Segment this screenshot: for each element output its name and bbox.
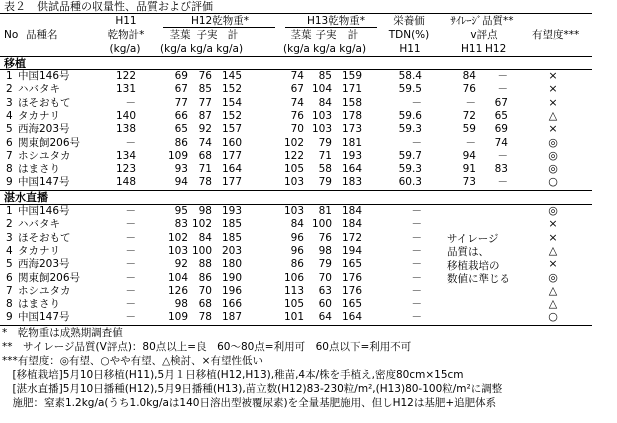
cell-h12b: 100 xyxy=(192,244,213,257)
cell-h12a: 98 xyxy=(174,298,188,311)
cell-no: 5 xyxy=(6,258,13,271)
header-h11-unit: (kg/a) xyxy=(109,43,141,55)
cell-h13b: 79 xyxy=(318,258,332,271)
cell-h12b: 76 xyxy=(198,70,212,82)
cell-h12c: 160 xyxy=(221,136,242,149)
cell-tdn: － xyxy=(411,298,422,311)
header-nutrition: 栄養価 xyxy=(393,15,425,27)
cell-h13b: 84 xyxy=(318,96,332,109)
header-h11-sub: 乾物計* xyxy=(107,29,145,41)
cell-h12b: 70 xyxy=(198,284,212,297)
cell-name: ハバタキ xyxy=(18,218,60,231)
cell-h13b: 64 xyxy=(318,311,332,324)
cell-h12c: 185 xyxy=(221,231,242,244)
cell-name: 中国146号 xyxy=(18,70,70,82)
cell-h13c: 172 xyxy=(341,231,362,244)
cell-name: ホシユタカ xyxy=(18,149,71,162)
cell-name: 西海203号 xyxy=(18,123,70,136)
cell-h13c: 181 xyxy=(341,136,362,149)
header-h11: H11 xyxy=(115,15,137,27)
cell-pref: × xyxy=(548,257,558,271)
cell-tdn: － xyxy=(411,205,422,217)
header-bottom-rule xyxy=(0,56,592,57)
header-silage-h12: H12 xyxy=(485,43,507,55)
cell-h12b: 68 xyxy=(198,149,212,162)
cell-h13a: 103 xyxy=(283,176,304,189)
cell-s12: － xyxy=(497,83,508,96)
cell-tdn: 59.3 xyxy=(398,163,422,176)
cell-name: はまさり xyxy=(18,163,60,176)
cell-h12c: 152 xyxy=(221,109,242,122)
cell-h13a: 74 xyxy=(290,96,304,109)
cell-name: 関東飼206号 xyxy=(18,271,81,284)
cell-h13b: 58 xyxy=(318,163,332,176)
unit-h13-total: kg/a xyxy=(339,43,362,55)
cell-s11: － xyxy=(465,96,476,109)
cell-s11: 76 xyxy=(462,83,476,96)
cell-h13a: 70 xyxy=(290,123,304,136)
cell-tdn: 59.3 xyxy=(398,123,422,136)
cell-h12a: 102 xyxy=(167,231,188,244)
cell-h11: － xyxy=(125,231,136,244)
cell-h13b: 71 xyxy=(318,149,332,162)
footnote-4: [移植栽培]5月10日移植(H11),5月１日移植(H12,H13),稚苗,4本/株を手植え,密度80cm×15cm xyxy=(2,369,464,381)
header-silage-h11: H11 xyxy=(461,43,483,55)
cell-h13c: 194 xyxy=(341,244,362,257)
cell-s11: 72 xyxy=(462,109,476,122)
cell-s11: － xyxy=(465,136,476,149)
cell-h13c: 178 xyxy=(341,109,362,122)
header-tdn: TDN(%) xyxy=(388,29,430,41)
section-direct-top-rule xyxy=(0,190,592,191)
cell-tdn: － xyxy=(411,284,422,297)
header-unit-row-h12: (kg/a kg/a kg/a) xyxy=(160,43,244,55)
cell-pref: △ xyxy=(548,297,558,311)
cell-h11: 123 xyxy=(115,163,136,176)
cell-name: はまさり xyxy=(18,298,60,311)
cell-h12a: 95 xyxy=(174,205,188,217)
header-h12-stem: 茎葉 xyxy=(169,29,191,41)
cell-s12: － xyxy=(497,176,508,189)
unit-h13-stem: kg/a xyxy=(287,43,310,55)
cell-no: 9 xyxy=(6,311,13,324)
cell-h11: 131 xyxy=(115,83,136,96)
cell-h13a: 113 xyxy=(283,284,304,297)
cell-h13a: 105 xyxy=(283,163,304,176)
cell-tdn: － xyxy=(411,218,422,231)
cell-h12c: 193 xyxy=(221,205,242,217)
cell-pref: × xyxy=(548,217,558,231)
section-direct: 湛水直播 xyxy=(4,191,48,204)
cell-h11: － xyxy=(125,258,136,271)
cell-s11: 59 xyxy=(462,123,476,136)
cell-pref: △ xyxy=(548,283,558,297)
cell-h12b: 86 xyxy=(198,271,212,284)
header-h12-total: 計 xyxy=(227,29,239,41)
cell-s11: 94 xyxy=(462,149,476,162)
cell-h12c: 164 xyxy=(221,163,242,176)
cell-s12: 83 xyxy=(494,163,508,176)
cell-s11: 73 xyxy=(462,176,476,189)
cell-h12c: 145 xyxy=(221,70,242,82)
cell-h12b: 74 xyxy=(198,136,212,149)
cell-h13a: 106 xyxy=(283,271,304,284)
cell-pref: × xyxy=(548,122,558,136)
cell-name: タカナリ xyxy=(18,109,60,122)
cell-h13a: 74 xyxy=(290,70,304,82)
cell-h13c: 176 xyxy=(341,284,362,297)
cell-h11: 138 xyxy=(115,123,136,136)
header-h12-seed: 子実 xyxy=(196,29,218,41)
cell-h11: 140 xyxy=(115,109,136,122)
cell-h12a: 103 xyxy=(167,244,188,257)
cell-no: 3 xyxy=(6,96,13,109)
cell-h13b: 103 xyxy=(311,123,332,136)
cell-h13c: 165 xyxy=(341,258,362,271)
cell-h13a: 103 xyxy=(283,205,304,217)
cell-h12a: 109 xyxy=(167,311,188,324)
cell-tdn: － xyxy=(411,258,422,271)
footnote-2: ** サイレージ品質(V評点)：80点以上=良 60～80点=利用可 60点以下=利用不可 xyxy=(2,341,412,353)
cell-h12a: 104 xyxy=(167,271,188,284)
cell-h13a: 96 xyxy=(290,244,304,257)
cell-h13b: 70 xyxy=(318,271,332,284)
cell-pref: × xyxy=(548,95,558,109)
cell-tdn: － xyxy=(411,136,422,149)
cell-h13b: 100 xyxy=(311,218,332,231)
cell-h13b: 60 xyxy=(318,298,332,311)
cell-no: 4 xyxy=(6,109,13,122)
cell-pref: × xyxy=(548,230,558,244)
cell-tdn: 59.7 xyxy=(398,149,422,162)
cell-s12: 69 xyxy=(494,123,508,136)
cell-h12a: 93 xyxy=(174,163,188,176)
cell-h12b: 98 xyxy=(198,205,212,217)
footnote-1: * 乾物重は成熟期調査値 xyxy=(2,327,123,339)
cell-tdn: － xyxy=(411,311,422,324)
cell-h12b: 84 xyxy=(198,231,212,244)
cell-h12b: 78 xyxy=(198,176,212,189)
cell-h12c: 196 xyxy=(221,284,242,297)
cell-h12a: 94 xyxy=(174,176,188,189)
cell-h12b: 85 xyxy=(198,83,212,96)
cell-h11: － xyxy=(125,244,136,257)
cell-h13b: 81 xyxy=(318,205,332,217)
cell-h12c: 154 xyxy=(221,96,242,109)
cell-name: ホシユタカ xyxy=(18,284,71,297)
header-h13-stem: 茎葉 xyxy=(290,29,312,41)
cell-h13a: 76 xyxy=(290,109,304,122)
cell-pref: ○ xyxy=(548,310,558,324)
cell-h13a: 86 xyxy=(290,258,304,271)
cell-h13c: 171 xyxy=(341,83,362,96)
cell-h12c: 180 xyxy=(221,258,242,271)
cell-h11: － xyxy=(125,298,136,311)
cell-name: 中国147号 xyxy=(18,311,70,324)
cell-h13c: 183 xyxy=(341,176,362,189)
h12-group-rule xyxy=(163,27,275,28)
cell-s12: 67 xyxy=(494,96,508,109)
silage-note-line-2: 品質は、 xyxy=(447,246,489,258)
header-h13-seed: 子実 xyxy=(315,29,337,41)
cell-h12a: 77 xyxy=(174,96,188,109)
unit-h12-stem: kg/a xyxy=(164,43,187,55)
silage-note-line-1: サイレージ xyxy=(447,233,499,245)
cell-h13c: 164 xyxy=(341,163,362,176)
cell-h12a: 83 xyxy=(174,218,188,231)
cell-no: 6 xyxy=(6,136,13,149)
silage-note-line-3: 移植栽培の xyxy=(447,260,500,272)
cell-h12a: 69 xyxy=(174,70,188,82)
cell-h13b: 79 xyxy=(318,176,332,189)
cell-no: 2 xyxy=(6,218,13,231)
cell-h13c: 158 xyxy=(341,96,362,109)
cell-pref: ◎ xyxy=(548,148,558,162)
cell-no: 2 xyxy=(6,83,13,96)
cell-h13c: 184 xyxy=(341,205,362,217)
cell-s12: 65 xyxy=(494,109,508,122)
unit-h12-seed: kg/a xyxy=(190,43,213,55)
cell-tdn: 59.5 xyxy=(398,83,422,96)
header-silage: ｻｲﾚｰｼﾞ品質** xyxy=(450,15,514,27)
cell-h13a: 84 xyxy=(290,218,304,231)
cell-h13b: 104 xyxy=(311,83,332,96)
footnote-6: 施肥：窒素1.2kg/a(うち1.0kg/aは140日溶出型被覆尿素)を全量基肥施用、但しH12は基肥+追肥体系 xyxy=(2,397,497,409)
cell-s12: － xyxy=(497,70,508,82)
cell-h12c: 203 xyxy=(221,244,242,257)
cell-h11: － xyxy=(125,271,136,284)
footnote-5: [湛水直播]5月10日播種(H12),5月9日播種(H13),苗立数(H12)83-230粒/m²,(H13)80-100粒/m²に調整 xyxy=(2,383,503,395)
header-unit-row-h13: (kg/a kg/a kg/a) xyxy=(283,43,367,55)
cell-h13a: 105 xyxy=(283,298,304,311)
cell-h12c: 190 xyxy=(221,271,242,284)
cell-no: 9 xyxy=(6,176,13,189)
header-no: No xyxy=(4,29,19,41)
cell-no: 3 xyxy=(6,231,13,244)
cell-h13a: 101 xyxy=(283,311,304,324)
header-h13-total: 計 xyxy=(347,29,359,41)
cell-h12c: 157 xyxy=(221,123,242,136)
cell-h11: － xyxy=(125,136,136,149)
cell-h13a: 96 xyxy=(290,231,304,244)
cell-tdn: － xyxy=(411,271,422,284)
cell-h12b: 77 xyxy=(198,96,212,109)
footnote-3: ***有望度：◎有望、○やや有望、△検討、×有望性低い xyxy=(2,355,263,367)
cell-h13c: 159 xyxy=(341,70,362,82)
header-h13-group: H13乾物重* xyxy=(306,15,365,27)
cell-no: 8 xyxy=(6,298,13,311)
cell-h12b: 78 xyxy=(198,311,212,324)
cell-h12a: 109 xyxy=(167,149,188,162)
cell-s11: 84 xyxy=(462,70,476,82)
cell-h13b: 98 xyxy=(318,244,332,257)
cell-s11: 91 xyxy=(462,163,476,176)
cell-h13a: 67 xyxy=(290,83,304,96)
cell-name: 中国146号 xyxy=(18,205,70,217)
cell-h12b: 102 xyxy=(192,218,213,231)
cell-h13b: 79 xyxy=(318,136,332,149)
cell-h13c: 184 xyxy=(341,218,362,231)
silage-note-line-4: 数値に準じる xyxy=(447,273,510,285)
cell-name: タカナリ xyxy=(18,244,60,257)
cell-h13b: 103 xyxy=(311,109,332,122)
cell-pref: △ xyxy=(548,243,558,257)
cell-name: ハバタキ xyxy=(18,83,60,96)
header-h12-group: H12乾物重* xyxy=(190,15,249,27)
cell-pref: ◎ xyxy=(548,162,558,176)
cell-no: 8 xyxy=(6,163,13,176)
table-bottom-rule xyxy=(0,325,592,326)
cell-tdn: 59.6 xyxy=(398,109,422,122)
cell-h12a: 67 xyxy=(174,83,188,96)
cell-h12c: 177 xyxy=(221,176,242,189)
header-silage-score: v評点 xyxy=(470,29,498,41)
cell-h11: － xyxy=(125,284,136,297)
cell-tdn: － xyxy=(411,231,422,244)
header-preference: 有望度*** xyxy=(532,29,580,41)
cell-h13b: 76 xyxy=(318,231,332,244)
cell-h12c: 185 xyxy=(221,218,242,231)
cell-no: 5 xyxy=(6,123,13,136)
cell-name: 西海203号 xyxy=(18,258,70,271)
cell-h12b: 68 xyxy=(198,298,212,311)
cell-no: 7 xyxy=(6,284,13,297)
cell-h11: － xyxy=(125,218,136,231)
cell-h12a: 126 xyxy=(167,284,188,297)
cell-h11: 148 xyxy=(115,176,136,189)
cell-no: 1 xyxy=(6,70,13,82)
cell-h13a: 102 xyxy=(283,136,304,149)
cell-h11: 122 xyxy=(115,70,136,82)
cell-h12c: 187 xyxy=(221,311,242,324)
cell-tdn: － xyxy=(411,96,422,109)
h13-group-rule xyxy=(285,27,377,28)
cell-s12: 74 xyxy=(494,136,508,149)
table-title: 表２ 供試品種の収量性、品質および評価 xyxy=(4,0,213,13)
cell-name: 中国147号 xyxy=(18,176,70,189)
cell-s12: － xyxy=(497,149,508,162)
cell-no: 6 xyxy=(6,271,13,284)
cell-pref: ◎ xyxy=(548,204,558,217)
cell-tdn: 60.3 xyxy=(398,176,422,189)
cell-pref: ◎ xyxy=(548,270,558,284)
cell-h11: － xyxy=(125,311,136,324)
cell-h12b: 92 xyxy=(198,123,212,136)
cell-h13c: 193 xyxy=(341,149,362,162)
cell-h13c: 173 xyxy=(341,123,362,136)
unit-h13-seed: kg/a xyxy=(313,43,336,55)
cell-h12b: 87 xyxy=(198,109,212,122)
cell-h13b: 85 xyxy=(318,70,332,82)
cell-h13c: 164 xyxy=(341,311,362,324)
cell-no: 4 xyxy=(6,244,13,257)
cell-h12a: 65 xyxy=(174,123,188,136)
unit-h12-total: kg/a xyxy=(216,43,239,55)
header-tdn-year: H11 xyxy=(399,43,421,55)
cell-tdn: 58.4 xyxy=(398,70,422,82)
cell-h12b: 88 xyxy=(198,258,212,271)
cell-no: 1 xyxy=(6,205,13,217)
cell-h13b: 63 xyxy=(318,284,332,297)
top-rule xyxy=(0,13,592,14)
cell-h12c: 152 xyxy=(221,83,242,96)
section-transplant: 移植 xyxy=(4,57,26,70)
cell-h13c: 176 xyxy=(341,271,362,284)
cell-h11: － xyxy=(125,96,136,109)
cell-h11: 134 xyxy=(115,149,136,162)
cell-pref: ◎ xyxy=(548,135,558,149)
cell-no: 7 xyxy=(6,149,13,162)
cell-h12c: 166 xyxy=(221,298,242,311)
cell-h13a: 122 xyxy=(283,149,304,162)
cell-tdn: － xyxy=(411,244,422,257)
cell-pref: ○ xyxy=(548,175,558,189)
cell-h11: － xyxy=(125,205,136,217)
cell-h13c: 165 xyxy=(341,298,362,311)
cell-h12a: 66 xyxy=(174,109,188,122)
cell-name: 関東飼206号 xyxy=(18,136,81,149)
cell-pref: △ xyxy=(548,108,558,122)
cell-pref: × xyxy=(548,82,558,96)
cell-name: ほそおもて xyxy=(18,231,71,244)
cell-h12a: 92 xyxy=(174,258,188,271)
cell-h12c: 177 xyxy=(221,149,242,162)
cell-name: ほそおもて xyxy=(18,96,71,109)
cell-h12b: 71 xyxy=(198,163,212,176)
cell-pref: × xyxy=(548,69,558,82)
header-name: 品種名 xyxy=(26,29,58,41)
cell-h12a: 86 xyxy=(174,136,188,149)
